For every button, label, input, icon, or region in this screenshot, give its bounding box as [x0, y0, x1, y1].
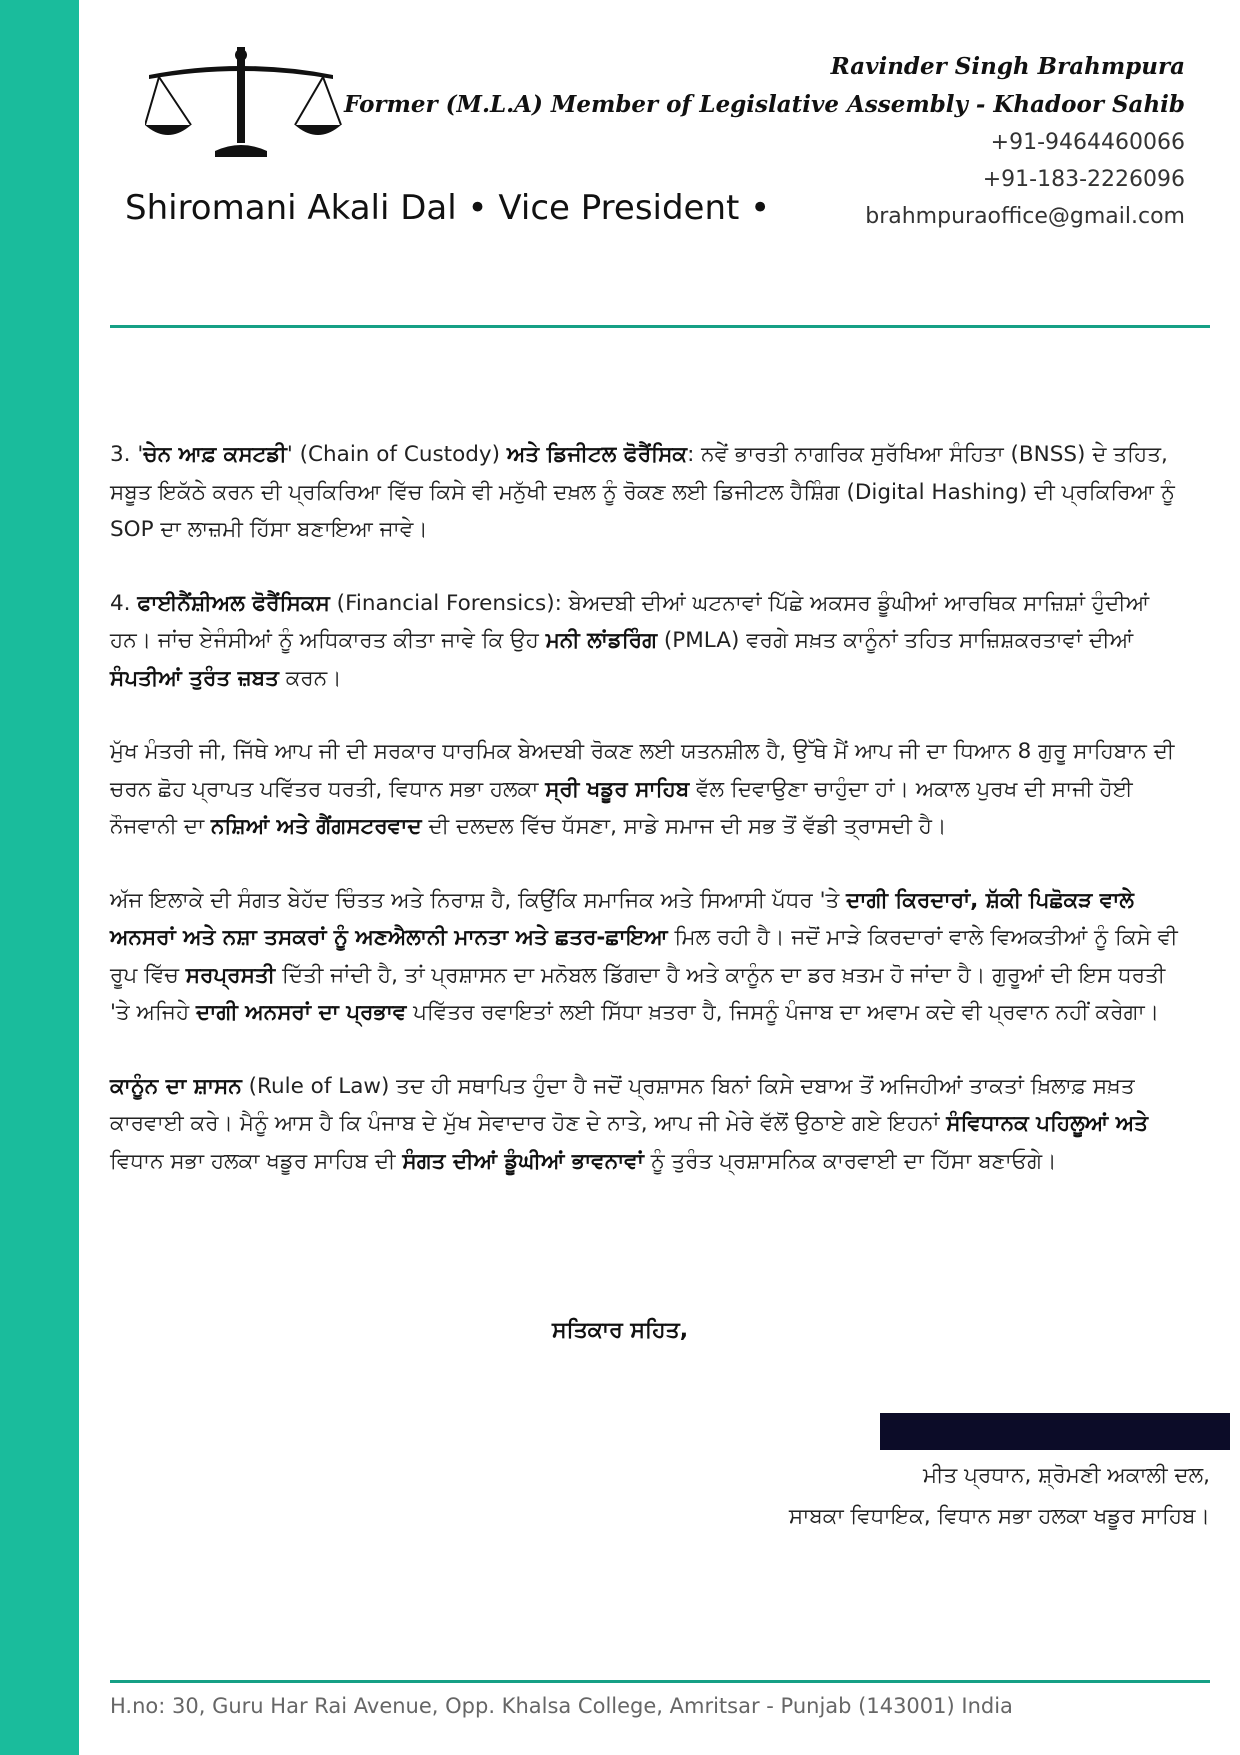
- text-run: ਨੂੰ ਤੁਰੰਤ ਪ੍ਰਸ਼ਾਸਨਿਕ ਕਾਰਵਾਈ ਦਾ ਹਿੱਸਾ ਬਣਾਓਗੇ।: [643, 1148, 1057, 1174]
- sender-designation: Former (M.L.A) Member of Legislative Assembly - Khadoor Sahib: [344, 91, 1185, 118]
- paragraph-financial-forensics: [110, 585, 1185, 698]
- sender-name: Ravinder Singh Brahmpura: [830, 53, 1185, 80]
- paragraph-rule-of-law: [110, 1068, 1185, 1181]
- text-run: (Financial Forensics): ਬੇਅਦਬੀ ਦੀਆਂ ਘਟਨਾਵਾਂ ਪਿੱਛੇ ਅਕਸਰ ਡੂੰਘੀਆਂ ਆਰਥਿਕ ਸਾਜ਼ਿਸ਼ਾਂ ਹੁੰਦੀਆਂ ਹਨ। ਜਾਂਚ ਏਜੰਸੀਆਂ ਨੂੰ ਅਧਿਕਾਰਤ ਕੀਤਾ ਜਾਵੇ ਕਿ ਉਹ: [110, 590, 1150, 653]
- paragraph-khadoor-sahib: [110, 733, 1185, 846]
- bold-run: ਸੰਪਤੀਆਂ ਤੁਰੰਤ ਜ਼ਬਤ: [110, 665, 279, 691]
- signature-block: [789, 1455, 1210, 1537]
- text-run: 4.: [110, 590, 138, 616]
- bold-run: ਸਰਪ੍ਰਸਤੀ: [185, 962, 276, 988]
- bold-run: ਸੰਗਤ ਦੀਆਂ ਡੂੰਘੀਆਂ ਭਾਵਨਾਵਾਂ: [402, 1148, 644, 1174]
- text-run: ਮਿਲ ਰਹੀ ਹੈ। ਜਦੋਂ ਮਾੜੇ ਕਿਰਦਾਰਾਂ ਵਾਲੇ ਵਿਅਕਤੀਆਂ ਨੂੰ ਕਿਸੇ ਵੀ ਰੂਪ ਵਿੱਚ: [110, 925, 1178, 988]
- phone-2: +91-183-2226096: [982, 167, 1185, 192]
- side-accent-bar: [0, 0, 79, 1755]
- signature-line-2: ਸਾਬਕਾ ਵਿਧਾਇਕ, ਵਿਧਾਨ ਸਭਾ ਹਲਕਾ ਖਡੂਰ ਸਾਹਿਬ।: [788, 1504, 1210, 1529]
- text-run: ਮੁੱਖ ਮੰਤਰੀ ਜੀ, ਜਿੱਥੇ ਆਪ ਜੀ ਦੀ ਸਰਕਾਰ ਧਾਰਮਿਕ ਬੇਅਦਬੀ ਰੋਕਣ ਲਈ ਯਤਨਸ਼ੀਲ ਹੈ, ਉੱਥੇ ਮੈਂ ਆਪ ਜੀ ਦਾ ਧਿਆਨ 8 ਗੁਰੂ ਸਾਹਿਬਾਨ ਦੀ ਚਰਨ ਛੋਹ ਪ੍ਰਾਪਤ ਪਵਿੱਤਰ ਧਰਤੀ, ਵਿਧਾਨ ਸਭਾ ਹਲਕਾ: [110, 739, 1175, 802]
- text-run: 3. ': [110, 442, 144, 467]
- scales-of-justice-icon: [145, 45, 345, 165]
- signature-line-1: ਮੀਤ ਪ੍ਰਧਾਨ, ਸ਼੍ਰੋਮਣੀ ਅਕਾਲੀ ਦਲ,: [922, 1463, 1210, 1488]
- header-divider: [110, 325, 1210, 328]
- bold-run: ਮਨੀ ਲਾਂਡਰਿੰਗ: [545, 628, 658, 653]
- text-run: ਕਰਨ।: [278, 665, 342, 691]
- footer-divider: [110, 1680, 1210, 1683]
- email: brahmpuraoffice@gmail.com: [865, 204, 1185, 229]
- paragraph-sangat-concern: [110, 882, 1185, 1032]
- bold-run: ਦਾਗੀ ਅਨਸਰਾਂ ਦਾ ਪ੍ਰਭਾਵ: [196, 1000, 407, 1025]
- organization-title: Shiromani Akali Dal • Vice President •: [125, 188, 771, 228]
- text-run: ਵੱਲ ਦਿਵਾਉਣਾ ਚਾਹੁੰਦਾ ਹਾਂ। ਅਕਾਲ ਪੁਰਖ ਦੀ ਸਾਜੀ ਹੋਈ ਨੌਜਵਾਨੀ ਦਾ: [110, 776, 1133, 839]
- paragraph-chain-of-custody: [110, 436, 1185, 549]
- text-run: ਅੱਜ ਇਲਾਕੇ ਦੀ ਸੰਗਤ ਬੇਹੱਦ ਚਿੰਤਤ ਅਤੇ ਨਿਰਾਸ਼ ਹੈ, ਕਿਉਂਕਿ ਸਮਾਜਿਕ ਅਤੇ ਸਿਆਸੀ ਪੱਧਰ 'ਤੇ: [110, 887, 847, 913]
- text-run: : ਨਵੇਂ ਭਾਰਤੀ ਨਾਗਰਿਕ ਸੁਰੱਖਿਆ ਸੰਹਿਤਾ (BNSS) ਦੇ ਤਹਿਤ, ਸਬੂਤ ਇਕੱਠੇ ਕਰਨ ਦੀ ਪ੍ਰਕਿਰਿਆ ਵਿੱਚ ਕਿਸੇ ਵੀ ਮਨੁੱਖੀ ਦਖ਼ਲ ਨੂੰ ਰੋਕਣ ਲਈ ਡਿਜੀਟਲ ਹੈਸ਼ਿੰਗ (Digital Hashing) ਦੀ ਪ੍ਰਕਿਰਿਆ ਨੂੰ SOP ਦਾ ਲਾਜ਼ਮੀ ਹਿੱਸਾ ਬਣਾਇਆ ਜਾਵੇ।: [110, 442, 1175, 542]
- bold-run: ਦਾਗੀ ਕਿਰਦਾਰਾਂ, ਸ਼ੱਕੀ ਪਿਛੋਕੜ ਵਾਲੇ ਅਨਸਰਾਂ ਅਤੇ ਨਸ਼ਾ ਤਸਕਰਾਂ ਨੂੰ ਅਣਐਲਾਨੀ ਮਾਨਤਾ ਅਤੇ ਛਤਰ-ਛਾਇਆ: [110, 887, 1134, 950]
- letter-body: [110, 436, 1185, 1216]
- text-run: ਪਵਿੱਤਰ ਰਵਾਇਤਾਂ ਲਈ ਸਿੱਧਾ ਖ਼ਤਰਾ ਹੈ, ਜਿਸਨੂੰ ਪੰਜਾਬ ਦਾ ਅਵਾਮ ਕਦੇ ਵੀ ਪ੍ਰਵਾਨ ਨਹੀਂ ਕਰੇਗਾ।: [406, 1000, 1160, 1025]
- bold-run: ਨਸ਼ਿਆਂ ਅਤੇ ਗੈਂਗਸਟਰਵਾਦ: [211, 814, 422, 839]
- redacted-signature: [880, 1413, 1230, 1450]
- text-run: ' (Chain of Custody): [286, 442, 507, 467]
- text-run: ਵਿਧਾਨ ਸਭਾ ਹਲਕਾ ਖਡੂਰ ਸਾਹਿਬ ਦੀ: [110, 1148, 403, 1174]
- bold-run: ਕਾਨੂੰਨ ਦਾ ਸ਼ਾਸਨ: [110, 1073, 242, 1099]
- text-run: (PMLA) ਵਰਗੇ ਸਖ਼ਤ ਕਾਨੂੰਨਾਂ ਤਹਿਤ ਸਾਜ਼ਿਸ਼ਕਰਤਾਵਾਂ ਦੀਆਂ: [657, 628, 1134, 653]
- letterhead-contact-block: [344, 48, 1185, 235]
- bold-run: ਚੇਨ ਆਫ਼ ਕਸਟਡੀ: [143, 442, 287, 467]
- bold-run: ਅਤੇ ਡਿਜੀਟਲ ਫੋਰੈਂਸਿਕ: [506, 442, 688, 467]
- footer-address: H.no: 30, Guru Har Rai Avenue, Opp. Khalsa College, Amritsar - Punjab (143001) India: [110, 1694, 1013, 1718]
- phone-1: +91-9464460066: [990, 130, 1185, 155]
- bold-run: ਸ੍ਰੀ ਖਡੂਰ ਸਾਹਿਬ: [545, 776, 690, 802]
- bold-run: ਫਾਈਨੈਂਸ਼ੀਅਲ ਫੋਰੈਂਸਿਕਸ: [137, 590, 330, 616]
- text-run: ਦੀ ਦਲਦਲ ਵਿੱਚ ਧੱਸਣਾ, ਸਾਡੇ ਸਮਾਜ ਦੀ ਸਭ ਤੋਂ ਵੱਡੀ ਤ੍ਰਾਸਦੀ ਹੈ।: [421, 814, 947, 839]
- closing-salutation: ਸਤਿਕਾਰ ਸਹਿਤ,: [551, 1318, 689, 1343]
- text-run: ਦਿੱਤੀ ਜਾਂਦੀ ਹੈ, ਤਾਂ ਪ੍ਰਸ਼ਾਸਨ ਦਾ ਮਨੋਬਲ ਡਿੱਗਦਾ ਹੈ ਅਤੇ ਕਾਨੂੰਨ ਦਾ ਡਰ ਖ਼ਤਮ ਹੋ ਜਾਂਦਾ ਹੈ। ਗੁਰੂਆਂ ਦੀ ਇਸ ਧਰਤੀ 'ਤੇ ਅਜਿਹੇ: [110, 962, 1166, 1025]
- text-run: (Rule of Law) ਤਦ ਹੀ ਸਥਾਪਿਤ ਹੁੰਦਾ ਹੈ ਜਦੋਂ ਪ੍ਰਸ਼ਾਸਨ ਬਿਨਾਂ ਕਿਸੇ ਦਬਾਅ ਤੋਂ ਅਜਿਹੀਆਂ ਤਾਕਤਾਂ ਖ਼ਿਲਾਫ਼ ਸਖ਼ਤ ਕਾਰਵਾਈ ਕਰੇ। ਮੈਨੂੰ ਆਸ ਹੈ ਕਿ ਪੰਜਾਬ ਦੇ ਮੁੱਖ ਸੇਵਾਦਾਰ ਹੋਣ ਦੇ ਨਾਤੇ, ਆਪ ਜੀ ਮੇਰੇ ਵੱਲੋਂ ਉਠਾਏ ਗਏ ਇਹਨਾਂ: [110, 1073, 1135, 1136]
- bold-run: ਸੰਵਿਧਾਨਕ ਪਹਿਲੂਆਂ ਅਤੇ: [946, 1111, 1148, 1136]
